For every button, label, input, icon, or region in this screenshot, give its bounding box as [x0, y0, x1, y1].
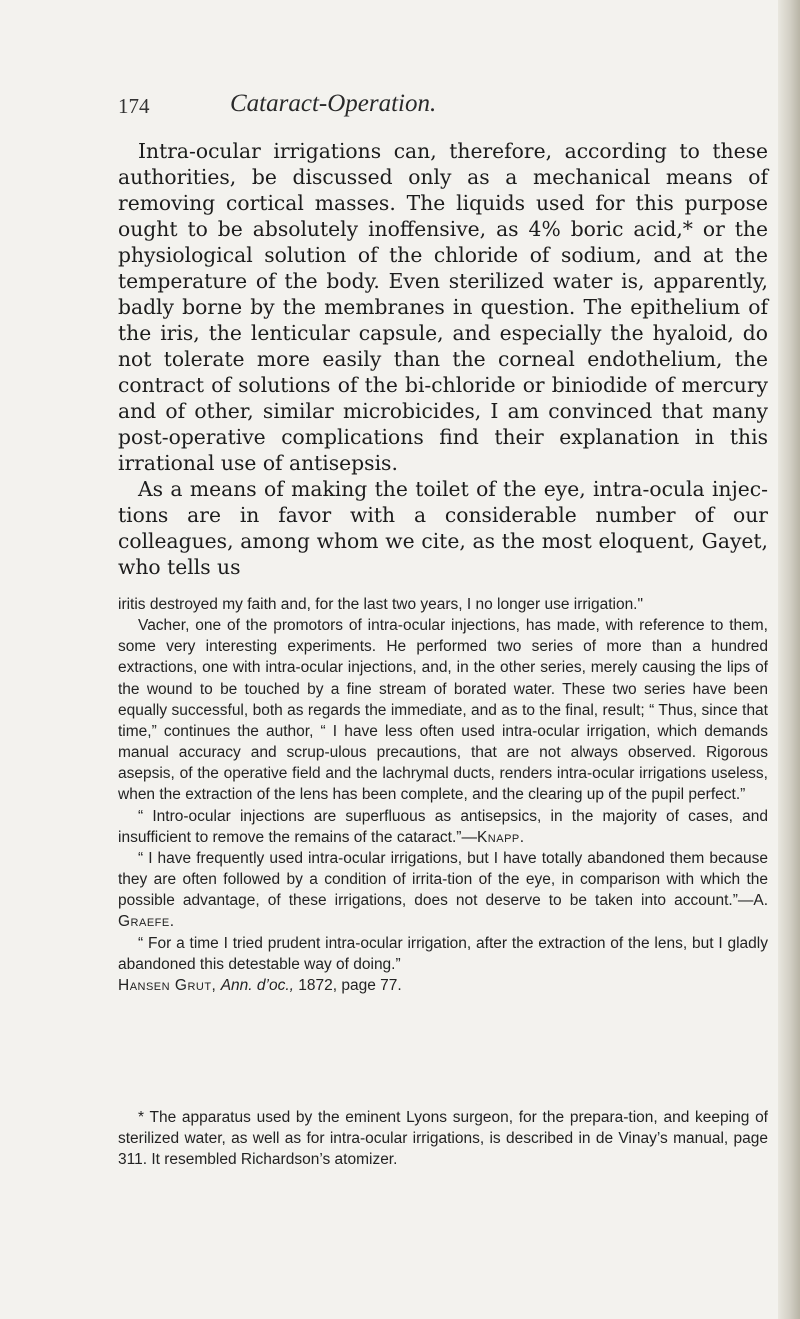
page-number: 174 [118, 94, 150, 118]
paragraph-gayet-continuation: iritis destroyed my faith and, for the last two years, I no longer use irrigation." [118, 596, 643, 613]
page-header [118, 86, 758, 126]
paragraph-grut [118, 933, 768, 996]
quoted-text [118, 594, 768, 996]
paragraph-toilet-of-eye: As a means of making the toilet of the eye, intra-ocula injec-tions are in favor with a considerable number of our colleagues, among whom we cite, as the most eloquent, Gayet, who tells us [118, 477, 768, 579]
grut-journal: Ann. d’oc., [220, 976, 294, 994]
footnote-apparatus: * The apparatus used by the eminent Lyons surgeon, for the prepara-tion, and keeping of sterilized water, as well as for intra-ocular irrigations, is described in de Vinay’s manual, page 311. It resembled Richardson’s atomizer. [118, 1109, 768, 1169]
grut-reference: 1872, page 77. [298, 976, 402, 994]
page-edge-shadow [778, 0, 800, 1319]
main-text [118, 138, 768, 580]
graefe-quote: “ I have frequently used intra-ocular irrigations, but I have totally abandoned them because they are often followed by a condition of irrita-tion of the eye, in comparison with which the possible advantage, of these irrigations, does not deserve to be taken into account.”—A. [118, 849, 768, 910]
paragraph-irrigations: Intra-ocular irrigations can, therefore, according to these authorities, be discussed only as a mechanical means of removing cortical masses. The liquids used for this purpose ought to be absolutely inoffensive, as 4% boric acid,* or the physiological solution of the chloride of sodium, and at the temperature of the body. Even sterilized water is, apparently, badly borne by the membranes in question. The epithelium of the iris, the lenticular capsule, and especially the hyaloid, do not tolerate more easily than the corneal endothelium, the contract of solutions of the bi-chloride or biniodide of mercury and of other, similar microbicides, I am convinced that many post-operative complications find their explanation in this irrational use of antisepsis. [118, 139, 768, 475]
grut-quote: “ For a time I tried prudent intra-ocular irrigation, after the extraction of the lens, but I gladly abandoned this detestable way of doing.” [118, 934, 768, 973]
running-title: Cataract-Operation. [230, 90, 437, 117]
graefe-attribution: Graefe. [118, 913, 175, 931]
paragraph-vacher: Vacher, one of the promotors of intra-ocular injections, has made, with reference to them, some very interesting experiments. He performed two series of more than a hundred extractions, one with intra-ocular injections, and, in the other series, merely causing the lips of the wound to be touched by a fine stream of borated water. These two series have been equally successful, both as regards the immediate, and as to the final, result; “ Thus, since that time,” continues the author, “ I have less often used intra-ocular irrigation, which demands manual accuracy and scrup-ulous precautions, that are not always observed. Rigorous asepsis, of the operative field and the lachrymal ducts, renders intra-ocular irrigations useless, when the extraction of the lens has been complete, and the clearing up of the pupil perfect.” [118, 617, 768, 804]
knapp-attribution: Knapp. [476, 828, 525, 846]
grut-attribution: Hansen Grut, [118, 976, 217, 994]
knapp-quote: “ Intro-ocular injections are superfluous as antisepsics, in the majority of cases, and insufficient to remove the remains of the cataract.”— [118, 807, 768, 846]
paragraph-graefe [118, 848, 768, 933]
paragraph-knapp [118, 806, 768, 848]
footnote [118, 1107, 768, 1170]
